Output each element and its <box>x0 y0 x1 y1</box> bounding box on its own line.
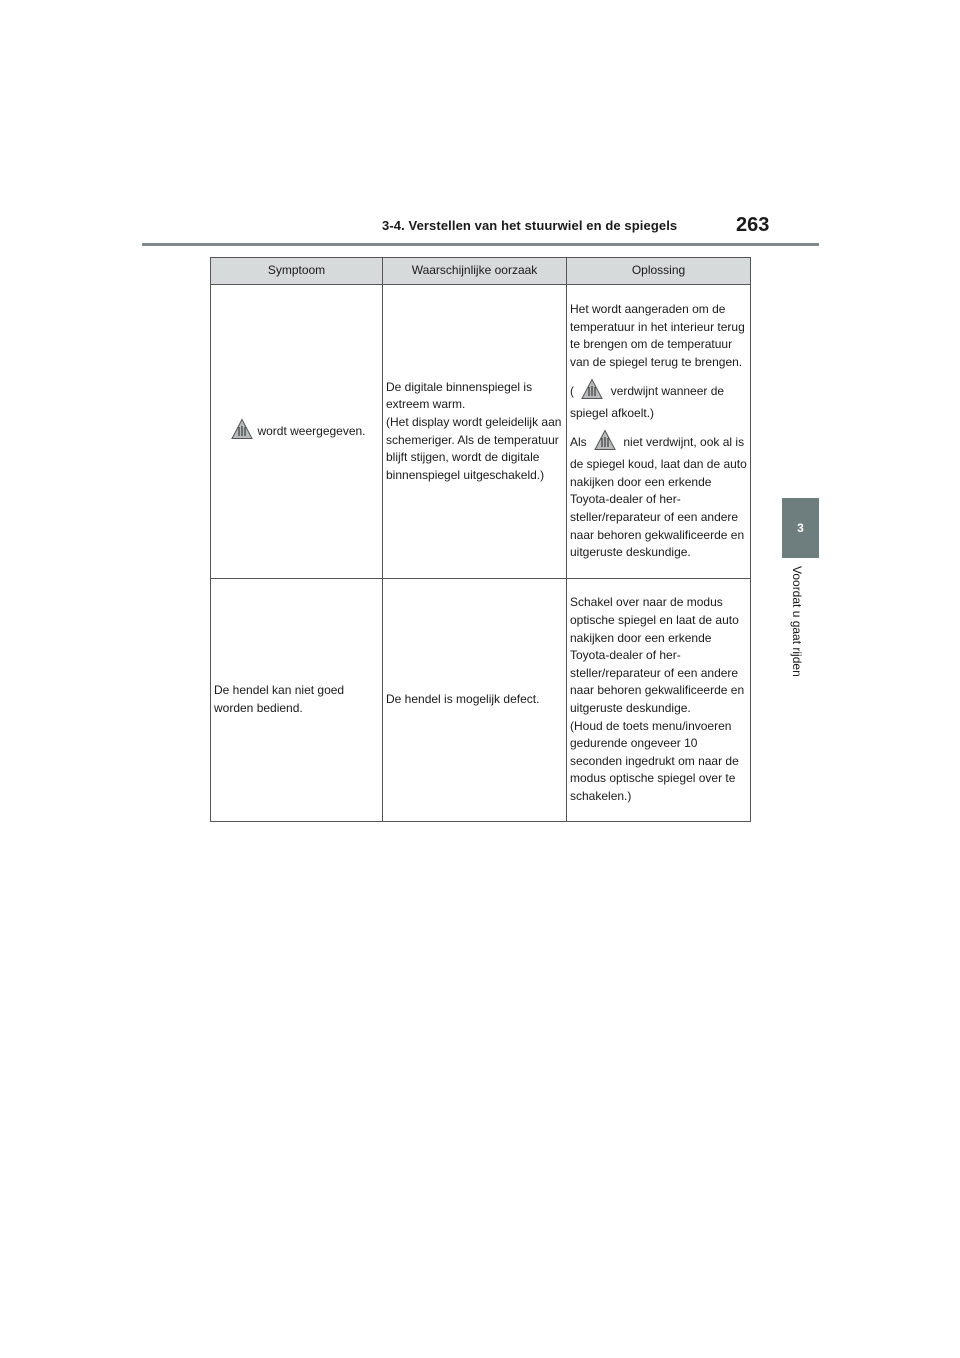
symptom-text: De hendel kan niet goed worden bediend. <box>214 683 345 715</box>
solution-cell <box>567 579 751 822</box>
solution-cell <box>567 285 751 579</box>
solution-text: Als <box>570 434 587 449</box>
cause-cell <box>383 285 567 579</box>
column-header-symptom: Symptoom <box>211 258 383 285</box>
cause-cell <box>383 579 567 822</box>
symptom-text: wordt weergegeven. <box>257 423 366 438</box>
section-title: 3-4. Verstellen van het stuurwiel en de spiegels <box>382 218 678 233</box>
chapter-label: Voordat u gaat rijden <box>790 566 804 677</box>
column-header-solution: Oplossing <box>567 258 751 285</box>
column-header-cause: Waarschijnlijke oorzaak <box>383 258 567 285</box>
header-rule <box>142 243 819 246</box>
chapter-tab[interactable] <box>782 498 819 558</box>
table-header-row <box>211 258 751 285</box>
open-paren: ( <box>570 383 574 398</box>
solution-text: verdwijnt wanneer de spiegel afkoelt.) <box>570 383 725 421</box>
cause-text: De hendel is mogelijk defect. <box>386 692 540 707</box>
solution-paragraph <box>570 429 747 562</box>
table-row <box>211 579 751 822</box>
solution-text: niet verdwijnt, ook al is de spiegel koud, laat dan de auto nakijken door een erkende Toyota-dealer of hersteller/reparateur of een andere naar behoren gekwalificeerde en uitgeruste deskundige. <box>570 434 747 560</box>
mirror-temperature-warning-icon <box>594 429 616 457</box>
symptom-cell <box>211 579 383 822</box>
troubleshooting-table <box>210 257 751 822</box>
table-row <box>211 285 751 579</box>
mirror-temperature-warning-icon <box>581 378 603 406</box>
cause-text: De digitale binnenspiegel is extreem warm. (Het display wordt geleidelijk aan schemeriger. Als de temperatuur blijft stijgen, wordt de digitale binnenspiegel uitgeschakeld.) <box>386 379 562 482</box>
mirror-temperature-warning-icon <box>231 418 253 446</box>
symptom-cell <box>211 285 383 579</box>
solution-paragraph <box>570 378 747 423</box>
page-number: 263 <box>736 214 770 236</box>
solution-paragraph: Het wordt aangeraden om de temperatuur in het interieur terug te brengen om de temperatuur van de spiegel terug te brengen. <box>570 302 745 369</box>
solution-text: Schakel over naar de modus optische spiegel en laat de auto nakijken door een erkende Toyota-dealer of hersteller/reparateur of een andere naar behoren gekwalificeerde en uitgeruste deskundige. (Houd de toets menu/invoeren gedurende ongeveer 10 seconden ingedrukt om naar de modus optische spiegel over te schakelen.) <box>570 595 745 803</box>
chapter-number: 3 <box>797 521 804 535</box>
